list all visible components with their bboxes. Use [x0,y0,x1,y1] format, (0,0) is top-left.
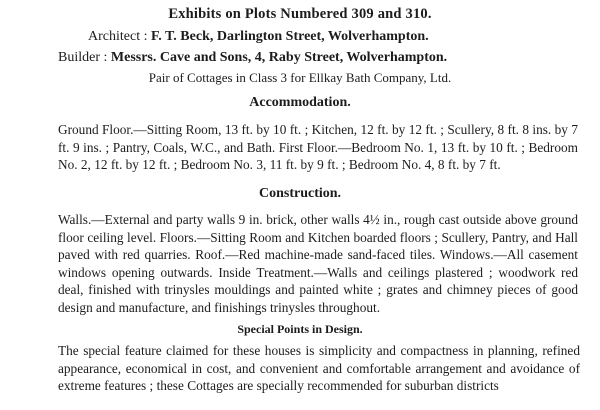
builder-line [58,50,447,66]
accommodation-heading: Accommodation. [249,95,351,110]
architect-value: F. T. Beck, Darlington Street, Wolverhampton. [150,29,429,44]
builder-label: Builder : [58,50,108,65]
accommodation-text: Ground Floor.—Sitting Room, 13 ft. by 10 ft. ; Kitchen, 12 ft. by 12 ft. ; Scullery, 8 ft. 8 ins. by 7 ft. 9 ins. ; Pantry, Coals, W.C., and Bath. First Floor.—Bedroom No. 1, 13 ft. by 10 ft. ; Bedroom No. 2, 12 ft. by 12 ft. ; Bedroom No. 3, 11 ft. by 9 ft. ; Bedroom No. 4, 8 ft. by 7 ft. [58,122,578,173]
page-title: Exhibits on Plots Numbered 309 and 310. [168,6,432,22]
subtitle: Pair of Cottages in Class 3 for Ellkay Bath Company, Ltd. [148,70,452,85]
special-points-heading: Special Points in Design. [237,322,363,336]
construction-text: Walls.—External and party walls 9 in. brick, other walls 4½ in., rough cast outside above ground floor ceiling level. Floors.—Sitting Room and Kitchen boarded floors ; Scullery, Pantry, and Hall paved with red quarries. Roof.—Red machine-made sand-faced tiles. Windows.—All casement windows opening outwards. Inside Treatment.—Walls and ceilings plastered ; woodwork red deal, finished with trinysles mouldings and painted white ; grates and chimney pieces of good design and manufacture, and finishings trinysles throughout. [58,212,578,315]
architect-line [88,29,429,45]
architect-label: Architect : [88,29,148,44]
construction-heading: Construction. [258,186,342,201]
special-points-text: The special feature claimed for these houses is simplicity and compactness in planning, refined appearance, economical in cost, and convenient and comfortable arrangement and avoidance of extreme features ; these Cottages are specially recommended for suburban districts [58,343,580,394]
builder-value: Messrs. Cave and Sons, 4, Raby Street, Wolverhampton. [110,50,448,65]
